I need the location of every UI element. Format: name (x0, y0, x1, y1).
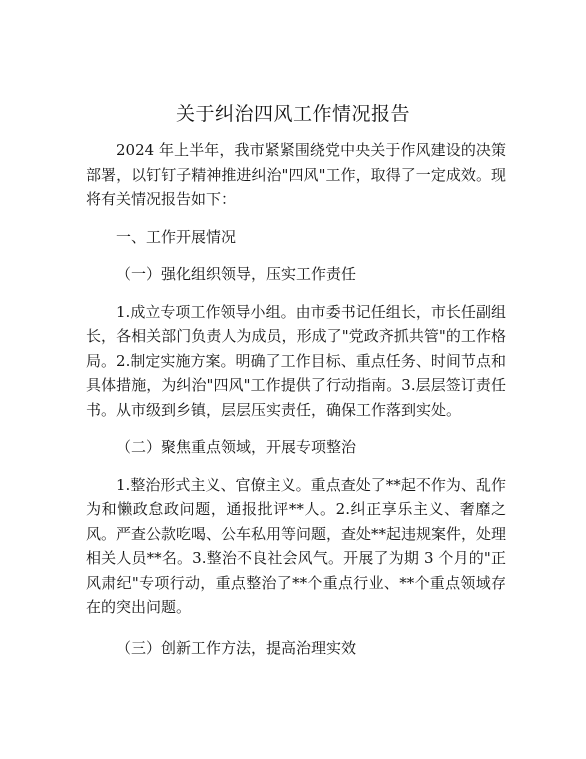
section-heading-work-progress: 一、工作开展情况 (116, 227, 237, 246)
document-title: 关于纠治四风工作情况报告 (175, 103, 410, 125)
subsection-heading-special-rectification: （二）聚焦重点领域，开展专项整治 (116, 438, 357, 456)
subsection-body-organization: 1.成立专项工作领导小组。由市委书记任组长，市长任副组长，各相关部门负责人为成员，形成了"党政齐抓共管"的工作格局。2.制定实施方案。明确了工作目标、重点任务、时间节点和具体措施，为纠治"四风"工作提供了行动指南。3.层层签订责任书。从市级到乡镇，层层压实责任，确保工作落到实处。 (86, 302, 506, 419)
subsection-body-special-rectification: 1.整治形式主义、官僚主义。重点查处了**起不作为、乱作为和懒政怠政问题，通报批评**人。2.纠正享乐主义、奢靡之风。严查公款吃喝、公车私用等问题，查处**起违规案件，处理相关人员**名。3.整治不良社会风气。开展了为期 3 个月的"正风肃纪"专项行动，重点整治了**个重点行业、**个重点领域存在的突出问题。 (86, 475, 507, 616)
intro-paragraph: 2024 年上半年，我市紧紧围绕党中央关于作风建设的决策部署，以钉钉子精神推进纠治"四风"工作，取得了一定成效。现将有关情况报告如下： (86, 141, 506, 208)
subsection-heading-innovation: （三）创新工作方法，提高治理实效 (116, 638, 357, 657)
document-body (86, 138, 506, 660)
subsection-heading-organization: （一）强化组织领导，压实工作责任 (116, 265, 357, 283)
